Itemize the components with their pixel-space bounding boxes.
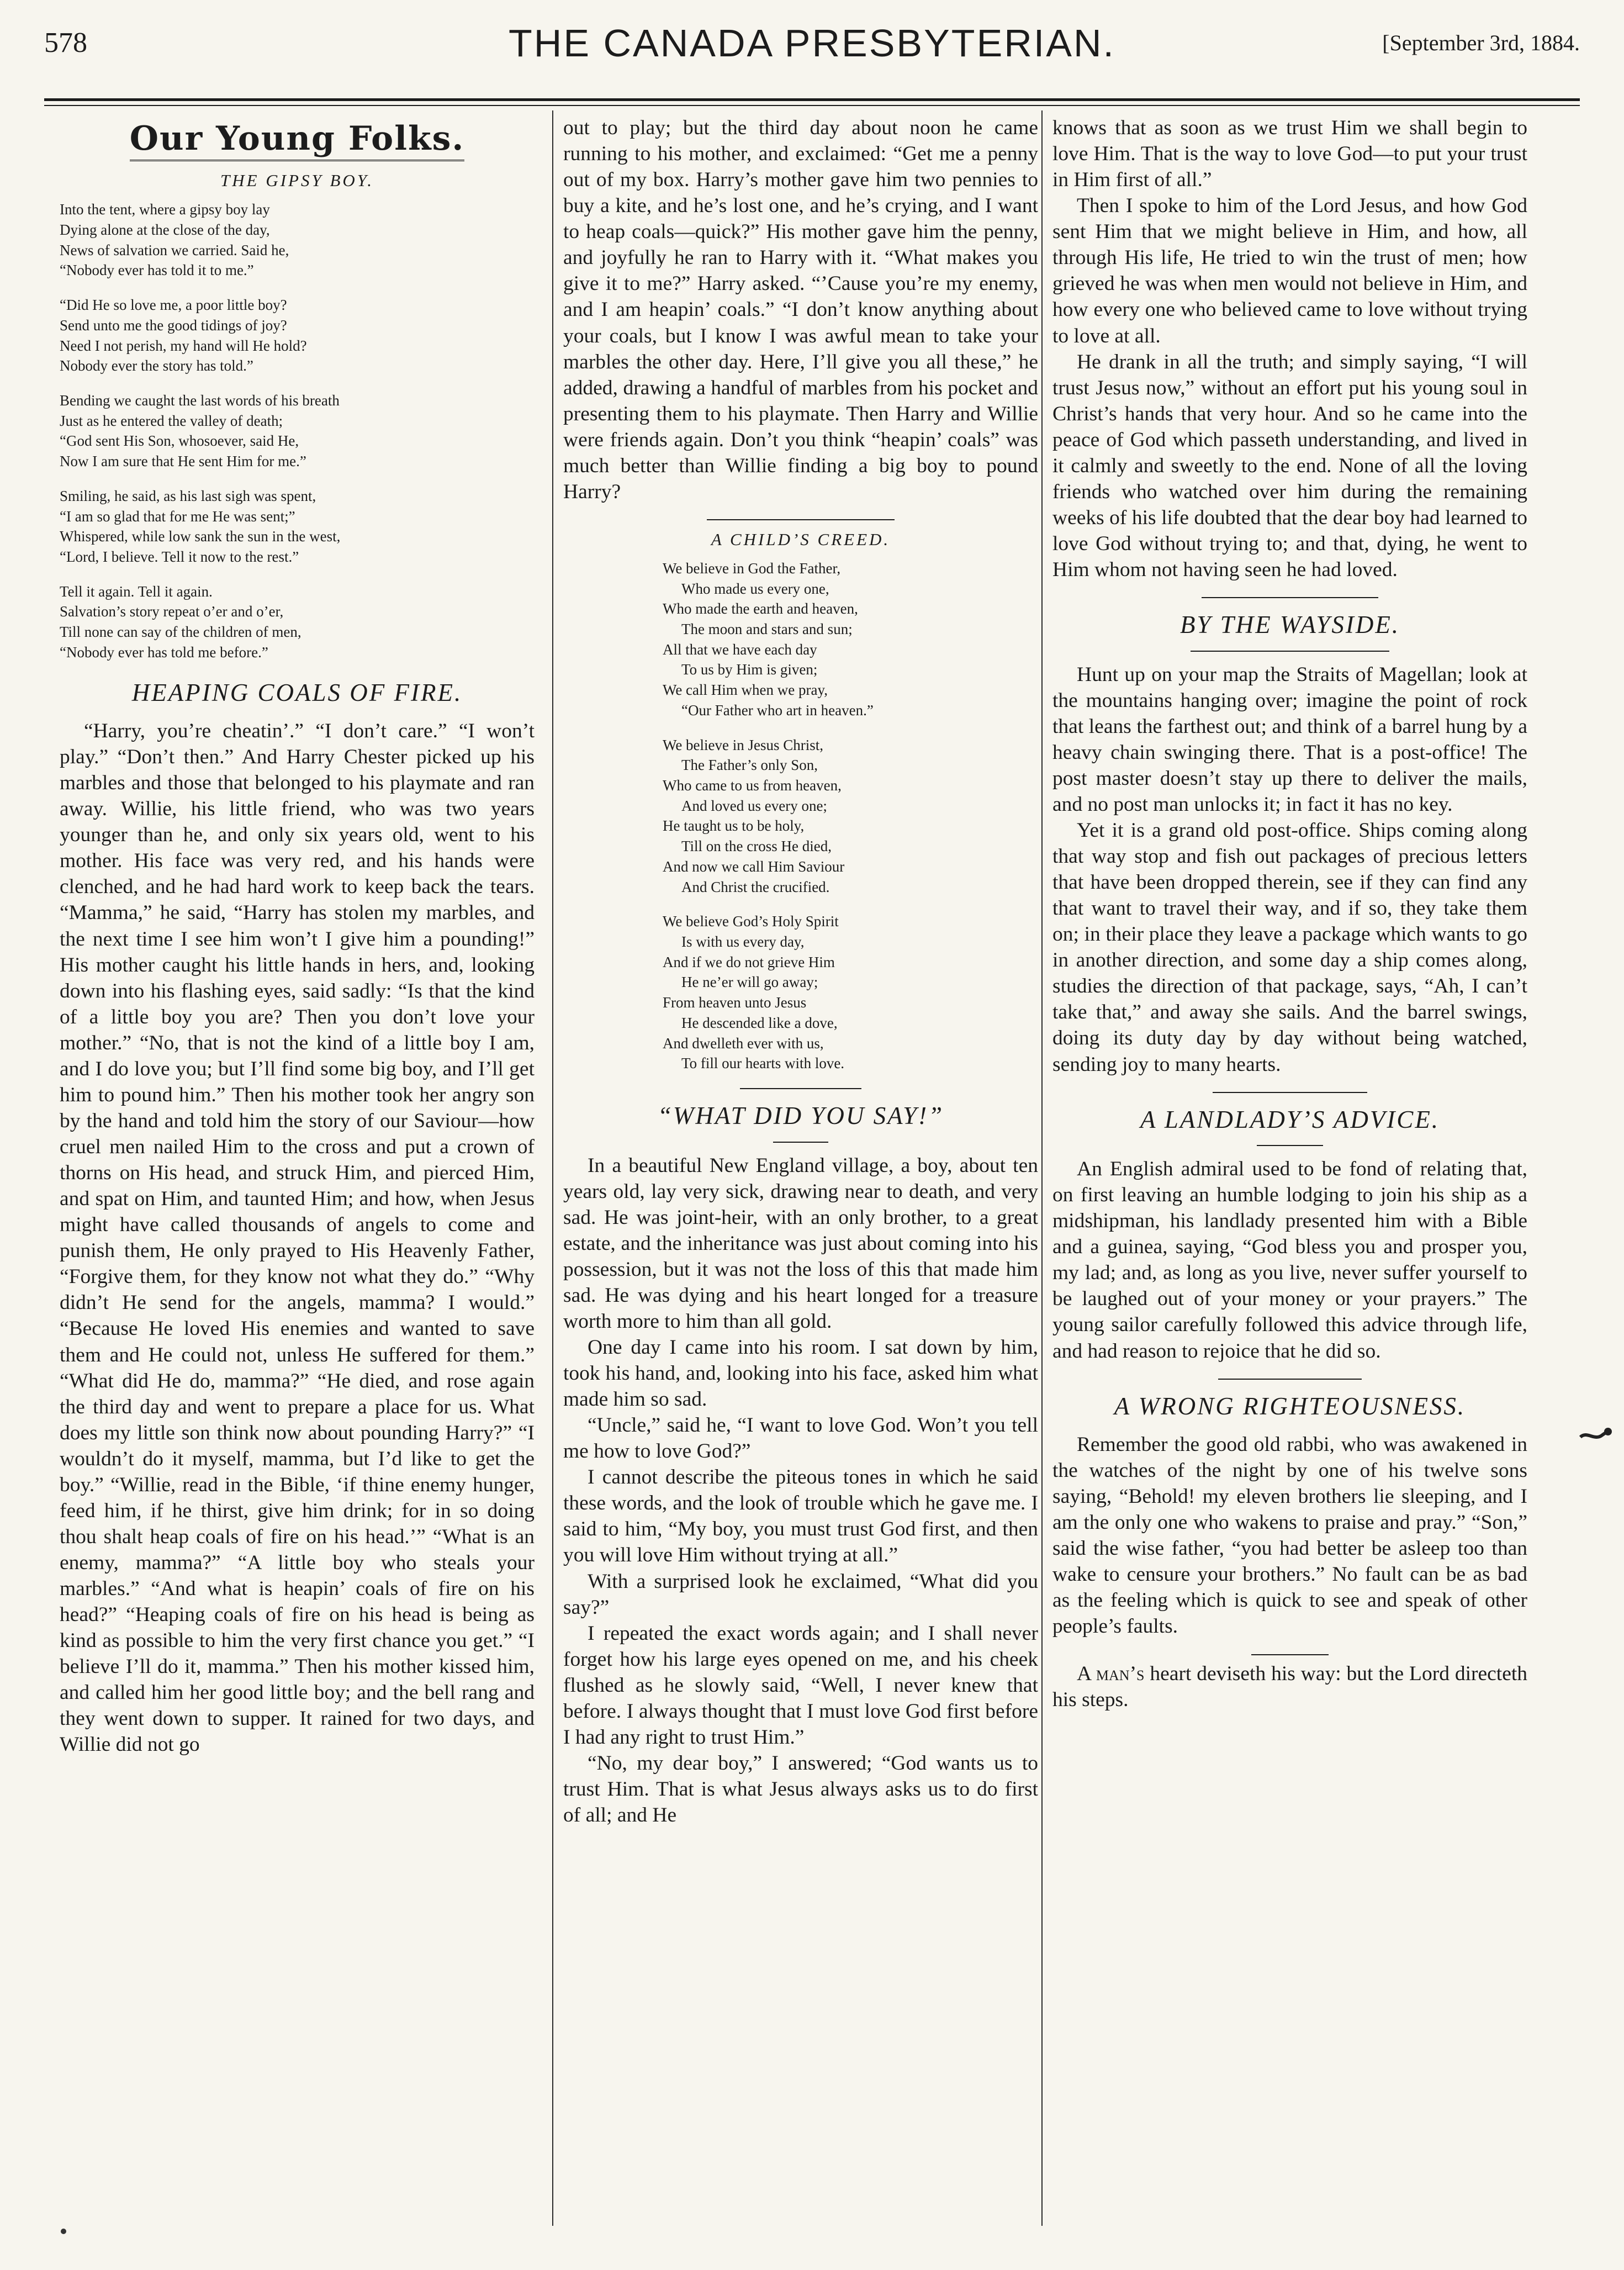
poem-line: Send unto me the good tidings of joy? (60, 316, 287, 334)
header-rule-bottom (44, 105, 1580, 106)
poem-line: Dying alone at the close of the day, (60, 221, 270, 238)
poem-stanza (663, 911, 1038, 1074)
poem-gipsy-boy (60, 199, 535, 662)
poem-line: The Father’s only Son, (681, 757, 818, 774)
poem-line: Bending we caught the last words of his breath (60, 392, 340, 409)
story-title-heaping-coals: HEAPING COALS OF FIRE. (131, 678, 463, 706)
poem-stanza (60, 295, 535, 376)
poem-line: The moon and stars and sun; (681, 620, 853, 637)
margin-speck (61, 2229, 66, 2234)
poem-line: He descended like a dove, (681, 1014, 838, 1031)
poem-stanza (60, 390, 535, 472)
poem-line: Is with us every day, (681, 933, 805, 951)
section-divider (1213, 1092, 1367, 1093)
poem-line: And dwelleth ever with us, (663, 1034, 824, 1052)
story-paragraph: In a beautiful New England village, a boy, about ten years old, lay very sick, drawing near to death, and very sad. He was joint-heir, with an only brother, to a great estate, and the inheritance was just about coming into his possession, but it was not the loss of this that made him sad. He was dying and his heart longed for a treasure worth more to him than all gold. (563, 1154, 1038, 1333)
story-paragraph: “Harry, you’re cheatin’.” “I don’t care.” “I won’t play.” “Don’t then.” And Harry Chester picked up his marbles and those that belonged to his playmate and ran away. Willie, his little friend, who was two years younger than he, and only six years old, went to his mother. His face was very red, and his hands were clenched, and he had hard work to keep back the tears. “Mamma,” he said, “Harry has stolen my marbles, and the next time I see him won’t I give him a pounding!” His mother caught his little hands in hers, and, looking down into his flashing eyes, said sadly: “Is that the kind of a little boy you are? Then you don’t love your mother.” “No, that is not the kind of a little boy I am, and I do love you; but I’ll find some big boy, and I’ll get him to pound him.” Then his mother took her angry son by the hand and told him the story of our Saviour—how cruel men nailed Him to the cross and put a crown of thorns on His head, and struck Him, and pierced Him, and spat on Him, and taunted Him; and how, when Jesus might have called thousands of angels to come and punish them, He only prayed to His Heavenly Father, “Forgive them, for they know not what they do.” “Why didn’t He send for the angels, mamma? I would.” “Because He loved His enemies and wanted to save them and He could not, unless He suffered for them.” “What did He do, mamma?” “He died, and rose again the third day and went to prepare a place for us. What does my little son think now about pounding Harry?” “I wouldn’t do it myself, mamma, but I’d like to get the boy.” “Willie, read in the Bible, ‘if thine enemy hunger, feed him, if he thirst, give him drink; for in so doing thou shalt heap coals of fire on his head.’” “What is an enemy, mamma?” “A little boy who steals your marbles.” “And what is heapin’ coals of fire on his head?” “Heaping coals of fire on his head is being as kind as possible to him the very first chance you get.” “I believe I’ll do it, mamma.” Then his mother kissed him, and called him her good little boy; and the bell rang and they went down to supper. It rained for two days, and Willie did not go (60, 720, 535, 1756)
story-paragraph: With a surprised look he exclaimed, “What did you say?” (563, 1570, 1038, 1619)
poem-line: He taught us to be holy, (663, 817, 805, 835)
poem-line: Till on the cross He died, (681, 838, 832, 855)
column-divider-2 (1041, 110, 1043, 2226)
poem-line: Salvation’s story repeat o’er and o’er, (60, 603, 284, 620)
section-divider (740, 1088, 861, 1089)
poem-line: And loved us every one; (681, 797, 827, 814)
story-paragraph: Yet it is a grand old post-office. Ships coming along that way stop and fish out packages of precious letters that have been dropped therein, see if they can find any that want to travel their way, and if so, they take them on; in their place they leave a package which wants to go in another direction, and some day a ship comes along, studies the direction of that package, says, “Ah, I can’t take that,” and away she sails. And the barrel swings, doing its duty day by day without being watched, sending joy to many hearts. (1052, 819, 1527, 1076)
poem-line: Till none can say of the children of men, (60, 624, 301, 641)
poem-childs-creed (563, 558, 1038, 1074)
title-underline (773, 1142, 828, 1143)
story-paragraph: One day I came into his room. I sat down by him, took his hand, and, looking into his face, asked him what made him so sad. (563, 1335, 1038, 1411)
poem-line: And Christ the crucified. (681, 878, 830, 895)
story-title-what-did-you-say: “WHAT DID YOU SAY!” (657, 1102, 944, 1130)
poem-line: “Nobody ever has told me before.” (60, 643, 268, 661)
story-paragraph: I repeated the exact words again; and I shall never forget how his large eyes opened on me, and his cheek flushed as he slowly said, “Well, I never knew that before. I always thought that I must love God first before I had any right to trust Him.” (563, 1622, 1038, 1749)
section-divider (1251, 1654, 1329, 1655)
poem-line: All that we have each day (663, 641, 817, 658)
poem-line: To fill our hearts with love. (681, 1055, 845, 1072)
poem-line: Tell it again. Tell it again. (60, 583, 213, 600)
poem-line: “I am so glad that for me He was sent;” (60, 508, 295, 525)
story-title-wrong-righteousness: A WRONG RIGHTEOUSNESS. (1114, 1392, 1466, 1420)
poem-line: And if we do not grieve Him (663, 953, 835, 970)
header-rule-top (44, 98, 1580, 101)
poem-line: He ne’er will go away; (681, 974, 818, 991)
poem-line: “Our Father who art in heaven.” (681, 701, 874, 719)
poem-line: Just as he entered the valley of death; (60, 412, 283, 429)
story-paragraph: “Uncle,” said he, “I want to love God. Won’t you tell me how to love God?” (563, 1414, 1038, 1463)
poem-stanza (663, 558, 1038, 721)
title-underline (1191, 651, 1389, 652)
poem-line: We believe God’s Holy Spirit (663, 913, 839, 930)
poem-line: Need I not perish, my hand will He hold? (60, 337, 307, 354)
poem-line: From heaven unto Jesus (663, 994, 807, 1011)
poem-stanza (60, 199, 535, 281)
poem-line: “God sent His Son, whosoever, said He, (60, 432, 299, 450)
story-title-landladys-advice: A LANDLADY’S ADVICE. (1140, 1105, 1440, 1133)
poem-line: We believe in Jesus Christ, (663, 736, 824, 753)
middle-column (563, 115, 1038, 1828)
story-paragraph: out to play; but the third day about noon he came running to his mother, and exclaimed: “Get me a penny out of my box. Harry’s mother gave him two pennies to buy a kite, and he’s lost one, and he’s crying, and I want to heap coals—quick?” His mother gave him the penny, and joyfully he ran to Harry with it. “What makes you give it to me?” Harry asked. “’Cause you’re my enemy, and I am heapin’ coals.” “I don’t know anything about your coals, but I know I was awful mean to take your marbles the other day. Here, I’ll give you all these,” he added, drawing a handful of marbles from his pocket and presenting them to his playmate. Then Harry and Willie were friends again. Don’t you think “heapin’ coals” was much better than Willie finding a big boy to pound Harry? (563, 117, 1038, 503)
poem-stanza (663, 735, 1038, 898)
poem-stanza (60, 486, 535, 567)
poem-line: “Lord, I believe. Tell it now to the rest.” (60, 548, 299, 565)
masthead-title: THE CANADA PRESBYTERIAN. (509, 22, 1115, 65)
column-divider-1 (552, 110, 553, 2226)
poem-line: Who made us every one, (681, 580, 829, 597)
poem-title-gipsy-boy: THE GIPSY BOY. (220, 171, 374, 191)
poem-line: News of salvation we carried. Said he, (60, 241, 289, 258)
section-divider (1218, 1379, 1362, 1380)
story-paragraph: Remember the good old rabbi, who was awakened in the watches of the night by one of his twelve sons saying, “Behold! my eleven brothers lie sleeping, and I am the only one who wakens to praise and pray.” “Son,” said the wise father, “you had better be asleep too than wake to censure your brothers.” No fault can be as bad as the feeling which is quick to see and speak of other people’s faults. (1052, 1433, 1527, 1638)
story-paragraph: “No, my dear boy,” I answered; “God wants us to trust Him. That is what Jesus always asks us to do first of all; and He (563, 1751, 1038, 1827)
section-divider (1202, 597, 1378, 598)
story-paragraph: Hunt up on your map the Straits of Magellan; look at the mountains hanging over; imagine the point of rock that leans the farthest out; and think of a barrel hung by a heavy chain swinging there. That is a post-office! The post master doesn’t stay up there to deliver the mails, and no post man unlocks it; in fact it has no key. (1052, 663, 1527, 816)
page-header (44, 17, 1580, 77)
poem-line: Nobody ever the story has told.” (60, 357, 253, 374)
poem-line: Into the tent, where a gipsy boy lay (60, 201, 270, 218)
poem-stanza (60, 582, 535, 663)
poem-line: “Did He so love me, a poor little boy? (60, 297, 287, 314)
right-column (1052, 115, 1527, 1713)
poem-line: And now we call Him Saviour (663, 858, 845, 875)
page-number: 578 (44, 27, 87, 59)
story-paragraph: Then I spoke to him of the Lord Jesus, and how God sent Him that we might believe in Him, and how, all through His life, He tried to win the trust of men; how grieved he was when men would not believe in Him, and how every one who believed came to love without trying to love at all. (1052, 194, 1527, 347)
story-paragraph: knows that as soon as we trust Him we shall begin to love Him. That is the way to love God—to put your trust in Him first of all.” (1052, 117, 1527, 192)
poem-line: Now I am sure that He sent Him for me.” (60, 453, 306, 470)
proverb: A man’s heart deviseth his way: but the Lord directeth his steps. (1052, 1662, 1528, 1711)
poem-line: Who made the earth and heaven, (663, 600, 858, 617)
issue-date: [September 3rd, 1884. (1382, 30, 1580, 55)
section-title: Our Young Folks. (60, 118, 535, 161)
left-column (60, 115, 535, 1758)
poem-line: Smiling, he said, as his last sigh was spent, (60, 487, 316, 504)
story-paragraph: I cannot describe the piteous tones in which he said these words, and the look of trouble which he gave me. I said to him, “My boy, you must trust God first, and then you will love Him without trying at all.” (563, 1466, 1038, 1567)
poem-line: Whispered, while low sank the sun in the west, (60, 528, 341, 545)
poem-line: “Nobody ever has told it to me.” (60, 262, 254, 279)
poem-title-childs-creed: A CHILD’S CREED. (711, 529, 891, 549)
poem-line: We call Him when we pray, (663, 682, 828, 699)
margin-ink-mark (1578, 1425, 1614, 1447)
story-paragraph: He drank in all the truth; and simply saying, “I will trust Jesus now,” without an effort put his young soul in Christ’s hands that very hour. And so he came into the peace of God which passeth understanding, and lived in it calmly and sweetly to the end. None of all the loving friends who watched over him during the remaining weeks of his life doubted that the dear boy had learned to love God without trying to; and that, dying, he went to Him whom not having seen he had loved. (1052, 350, 1527, 582)
section-divider (707, 519, 895, 520)
poem-line: To us by Him is given; (681, 661, 818, 678)
title-underline (1257, 1145, 1323, 1146)
story-title-by-the-wayside: BY THE WAYSIDE. (1179, 611, 1400, 639)
poem-line: Who came to us from heaven, (663, 777, 842, 794)
story-paragraph: An English admiral used to be fond of relating that, on first leaving an humble lodging to join his ship as a midshipman, his landlady presented him with a Bible and a guinea, saying, “God bless you and prosper you, my lad; and, as long as you live, never suffer yourself to be laughed out of your money or your prayers.” The young sailor carefully followed this advice through life, and had reason to rejoice that he did so. (1052, 1158, 1527, 1363)
poem-line: We believe in God the Father, (663, 559, 841, 577)
